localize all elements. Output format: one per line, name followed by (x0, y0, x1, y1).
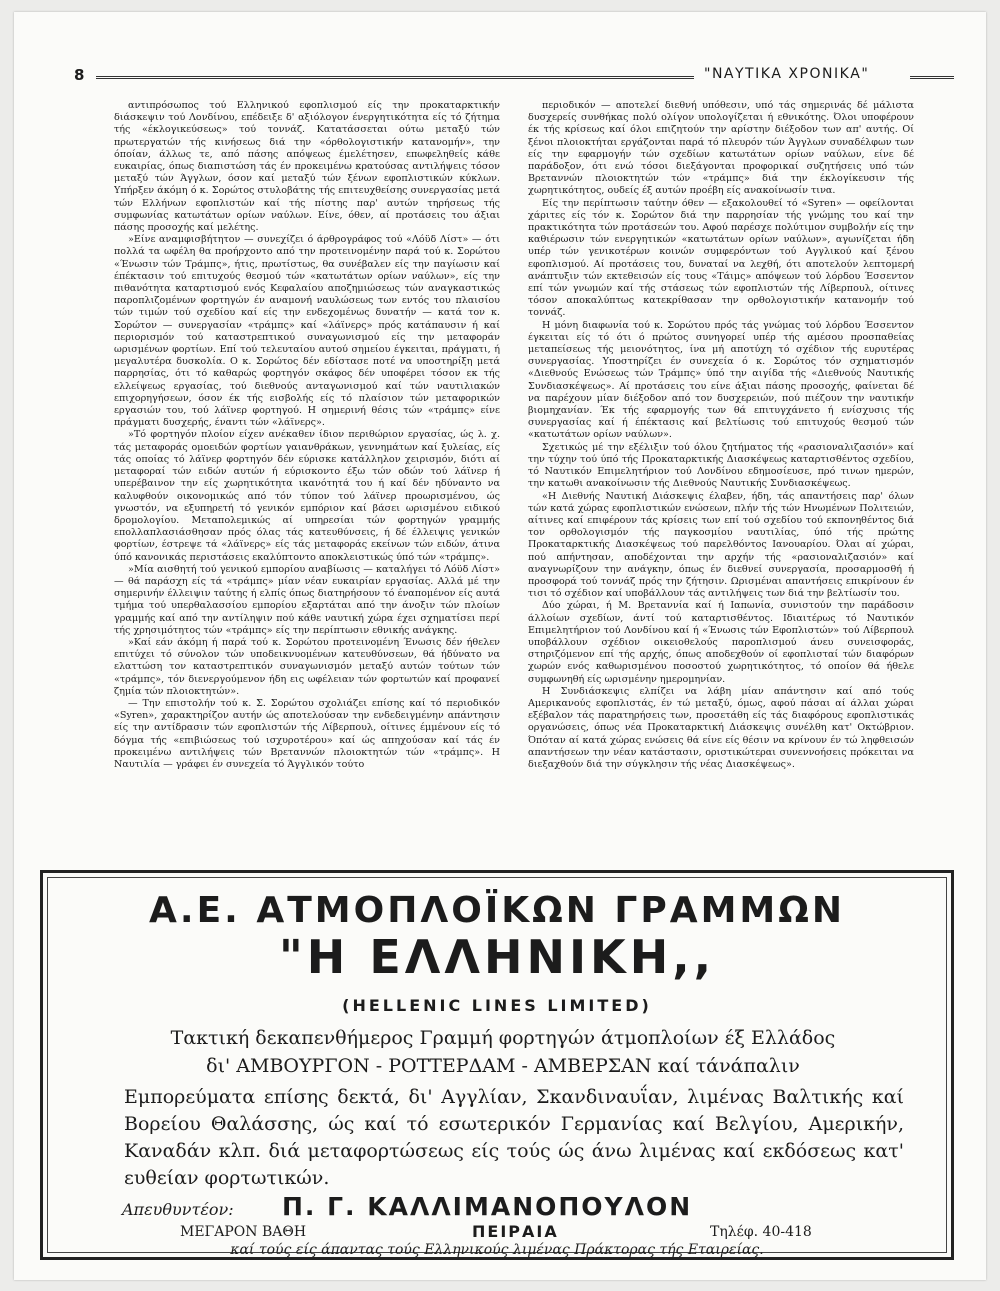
running-title: "ΝΑΥΤΙΚΑ ΧΡΟΝΙΚΑ" (704, 66, 870, 82)
ad-address (180, 1224, 900, 1244)
article-columns (114, 100, 914, 870)
article-paragraph: «Η Διεθνής Ναυτική Διάσκεψις έλαβεν, ήδη, τάς απαντήσεις παρ' όλων τών κατά χώρας εφοπλιστικών ενώσεων, πλήν τής τών Ηνωμένων Πολιτειών, αίτινες καί επιφέρουν τάς κρίσεις των επί τού σχεδίου τού εκπονηθέντος διά τον ορθολογισμόν τής παγκοσμίου ναυτιλίας, ύπό τής πρώτης Προκαταρκτικής Διασκέψεως τού παρελθόντος Ιανουαρίου. Όλαι αί χώραι, πού απήντησαν, αποδέχονται την αρχήν τής «ρασιοναλιζασιόν» καί αναγνωρίζουν την ανάγκην, όπως έν διεθνεί συνεργασία, προσαρμοσθή ή προσφορά τού τοννάζ πρός την ζήτησιν. Ωρισμέναι απαντήσεις επικρίνουν έν τισι τό σχέδιον καί υποβάλλουν τάς αντιλήψεις των διά την βελτίωσίν του. (528, 490, 914, 600)
header-rule-right (910, 76, 954, 79)
address-phone: Τηλέφ. 40-418 (710, 1224, 812, 1240)
ad-footer-text: καί τούς είς άπαντας τούς Ελληνικούς λιμένας Πράκτορας τής Εταιρείας. (230, 1242, 764, 1258)
contact-label: Απευθυντέον: (122, 1200, 234, 1219)
ad-contact (122, 1194, 922, 1224)
article-paragraph: Η μόνη διαφωνία τού κ. Σορώτου πρός τάς γνώμας τού λόρδου Έσσεντον έγκειται είς τό ότι ό πρώτος συνηγορεί υπέρ τής αμέσου προσπαθείας μεταπείσεως τής μειονότητος, ίνα μή αποτύχη τό σχέδιον τής ευρυτέρας συνεργασίας. Υποστηρίζει έν συνεχεία ό κ. Σορώτος τόν σχηματισμόν «Διεθνούς Ενώσεως τών Τράμπς» ύπό την αιγίδα τής «Διεθνούς Ναυτικής Συνδιασκέψεως». Αί προτάσεις του είνε άξιαι πάσης προσοχής, φαίνεται δέ να παρέχουν μίαν διέξοδον από τον δυσχερειών, πού πιέζουν την ναυτικήν βιομηχανίαν. Έκ τής εφαρμογής των θά επιτυγχάνετο ή ενίσχυσις τής συνεργασίας καί ή έπέκτασις καί βελτίωσις τού επιτυχούς θεσμού τών «κατωτάτων ορίων ναύλων». (528, 319, 914, 441)
article-column-right (528, 100, 914, 870)
ad-service-line: Τακτική δεκαπενθήμερος Γραμμή φορτηγών άτμοπλοίων έξ Ελλάδος (170, 1027, 836, 1049)
article-paragraph: »Είνε αναμφισβήτητον — συνεχίζει ό άρθρογράφος τού «Λόϋδ Λίστ» — ότι πολλά τα ωφέλη θα προήρχοντο από την προτεινομένην παρά τού κ. Σορώτου «Ένωσιν τών Τράμπς», ήτις, πρωτίστως, θα συνέβαλεν είς την παγίωσιν καί έπέκτασιν τού επιτυχούς θεσμού τών «κατωτάτων ορίων ναύλων», είς την πιθανότητα καταρτισμού ενός Κεφαλαίου αποζημιώσεως τών αναγκαστικώς παροπλιζομένων φορτηγών έν αναμονή ναυλώσεως των εντός του πλαισίου τών τιμών τού σχεδίου καί είς την ενδεχομένως δυνατήν — κατά τον κ. Σορώτον — συνεργασίαν «τράμπς» καί «λάϊνερς» πρός κατάπαυσιν ή καί περιορισμόν τού καταστρεπτικού συναγωνισμού είς την μεταφοράν ωρισμένων φορτίων. Επί τού τελευταίου αυτού σημείου έγκειται, πράγματι, ή μεγαλυτέρα δυσκολία. Ο κ. Σορώτος δέν εδίστασε ποτέ να υποστηρίξη μετά παρρησίας, ότι τό καθαρώς φορτηγόν σκάφος δέν υποφέρει τόσον εκ τής ελλείψεως εργασίας, τού διεθνούς ανταγωνισμού καί τών ναυτιλιακών επιχορηγήσεων, όσον έκ τής εισβολής είς τό πλαίσιον τών μεταφορικών εργασιών του, τού λάϊνερ φορτηγού. Η σημερινή θέσις τών «τράμπς» είνε πράγματι δυσχερής, έναντι τών «λάϊνερς». (114, 234, 500, 429)
contact-name: Π. Γ. ΚΑΛΛΙΜΑΝΟΠΟΥΛΟΝ (282, 1192, 693, 1221)
article-paragraph: »Τό φορτηγόν πλοίον είχεν ανέκαθεν ίδιον περιθώριον εργασίας, ώς λ. χ. τάς μεταφοράς ομοειδών φορτίων γαιανθράκων, γεννημάτων καί ξυλείας, είς τάς οποίας τό λάϊνερ φορτηγόν δέν εύρισκε κατάλληλον χειρισμόν, διότι αί μεταφοραί τών ειδών αυτών ή εύρισκοντο έξω τών οδών τού λάϊνερ ή υπερέβαινον την είς χωρητικότητα ικανότητά του ή καί δέν ηδύναντο να καλυφθούν οικονομικώς από τόν τύπον τού λάϊνερ προωρισμένου, ώς γνωστόν, να εξυπηρετή τό γενικόν εμπόριον καί βάσει ωρισμένου ειδικού δρομολογίου. Μεταπολεμικώς αί υπηρεσίαι τών φορτηγών γραμμής επολλαπλασιάσθησαν πρός όλας τάς κατευθύνσεις, ή δέ έλλειψις γενικών φορτίων, έστρεψε τά «λάϊνερς» είς τάς μεταφοράς εκείνων τών ειδών, άτινα ύπό κανονικάς περιστάσεις εκαλύπτοντο αποκλειστικώς ύπό τών «τράμπς». (114, 429, 500, 563)
shipping-line-advertisement (40, 870, 954, 1260)
article-paragraph: αντιπρόσωπος τού Ελληνικού εφοπλισμού είς την προκαταρκτικήν διάσκεψιν τού Λονδίνου, επέδειξε δ' αξιόλογον ένεργητικότητα είς τό ζήτημα τής «έκλογικεύσεως» τού τοννάζ. Κατατάσσεται ούτω μεταξύ τών πρωτεργατών τής κινήσεως διά την «όρθολογιστικήν κατανομήν», την όποίαν, άλλως τε, από πάσης απόψεως έμελέτησεν, επωφεληθείς κάθε ευκαιρίας, όπως διαπιστώση τάς έν προκειμένω κρατούσας αντιλήψεις τόσον μεταξύ τών Άγγλων, όσον καί μεταξύ τών ξένων εφοπλιστικών κύκλων. Υπήρξεν άκόμη ό κ. Σορώτος στυλοβάτης τής επιτευχθείσης συνεργασίας μετά τών Ελλήνων εφοπλιστών καί τής πίστης παρ' αυτών τηρήσεως τής συμφωνίας κατωτάτων ορίων ναύλων. Είνε, όθεν, αί προτάσεις του άξιαι πάσης προσοχής καί μελέτης. (114, 100, 500, 234)
article-paragraph: Δύο χώραι, ή Μ. Βρεταννία καί ή Ιαπωνία, συνιστούν την παράδοσιν άλλοίων σχεδίων, άντί τού καταρτισθέντος. Ιδιαιτέρως τό Ναυτικόν Επιμελητήριον τού Λονδίνου καί ή «Ένωσις τών Εφοπλιστών» τού Λίβερπουλ υποβάλλουν σχέδιον οικειοθελούς παροπλισμού άνευ συνεισφοράς, στηριζόμενον επί τής αρχής, όπως αποδεχθούν οί εφοπλισταί τών διαφόρων χωρών ενός καθωρισμένου ποσοστού χωρητικότητος, τό οποίον θά ήθελε συμφωνηθή είς ωρισμένην ημερομηνίαν. (528, 600, 914, 685)
article-paragraph: Είς την περίπτωσιν ταύτην όθεν — εξακολουθεί τό «Syren» — οφείλονται χάριτες είς τόν κ. Σορώτον διά την παρρησίαν τής γνώμης του καί την πρακτικότητα τών προτάσεών του. Αφού παρέσχε πολύτιμον συμβολήν είς την καθιέρωσιν τών ενεργητικών «κατωτάτων ορίων ναύλων», αγωνίζεται ήδη υπέρ τών γενικοτέρων κοινών συμφερόντων τού Αγγλικού καί ξένου εφοπλισμού. Αί προτάσεις του, δυναταί να λεχθή, ότι αποτελούν λεπτομερή ανάπτυξιν τών εκτεθεισών είς τους «Τάιμς» απόψεων τού λόρδου Έσσεντον επί τών γνωμών καί τής στάσεως τών εφοπλιστών τής Λίβερπουλ, οίτινες τόσον αποκαλύπτως κατεκρίθασαν την ορθολογιστικήν κατανομήν τού τοννάζ. (528, 197, 914, 319)
article-column-left (114, 100, 500, 870)
ad-company-title: Α.Ε. ΑΤΜΟΠΛΟΪΚΩΝ ΓΡΑΜΜΩΝ (149, 890, 845, 931)
article-paragraph: »Καί εάν άκόμη ή παρά τού κ. Σορώτου προτεινομένη Ένωσις δέν ήθελεν επιτύχει τό σύνολον τών υποδεικνυομένων κατευθύνσεων, θά ήδύνατο να ελαττώση τον καταστρεπτικόν συναγωνισμόν μεταξύ αυτών τούτων τών «τράμπς», τόν διενεργούμενον ήδη εις ωφέλειαν τών φορτωτών καί προφανεί ζημία τών πλοιοκτητών». (114, 636, 500, 697)
article-paragraph: — Την επιστολήν τού κ. Σ. Σορώτου σχολιάζει επίσης καί τό περιοδικόν «Syren», χαρακτηρίζον αυτήν ώς αποτελούσαν την ενδεδειγμένην απάντησιν είς την αντίδρασιν τών εφοπλιστών τής Λίβερπουλ, οίτινες έμμένουν είς τό δόγμα τής «επιβιώσεως τού ισχυροτέρου» καί ώς απηχούσαν καί τάς έν προκειμένω αντιλήψεις τών Βρεταννών πλοιοκτητών τών «τράμπς». Η Ναυτιλία — γράφει έν συνεχεία τό Άγγλικόν τούτο (114, 697, 500, 770)
page-number: 8 (74, 66, 85, 84)
article-paragraph: Σχετικώς μέ την εξέλιξιν τού όλου ζητήματος τής «ρασιοναλιζασιόν» καί την τύχην τού ύπό τής Προκαταρκτικής Διασκέψεως καταρτισθέντος σχεδίου, τό Ναυτικόν Επιμελητήριον τού Λονδίνου εδημοσίευσε, πρό τινων ημερών, την κατωθι ανακοίνωσιν τής Διεθνούς Ναυτικής Συνδιασκέψεως. (528, 441, 914, 490)
ad-english-name: (HELLENIC LINES LIMITED) (342, 996, 652, 1015)
ad-inner-border (47, 877, 947, 1258)
ad-company-name: "Η ΕΛΛΗΝΙΚΗ,, (278, 930, 716, 984)
article-paragraph: περιοδικόν — αποτελεί διεθνή υπόθεσιν, υπό τάς σημερινάς δέ μάλιστα δυσχερείς συνθήκας πολύ ολίγον υπολογίζεται ή εθνικότης. Όλοι υποφέρουν έκ τής κρίσεως καί όλοι επιζητούν την αρίστην διέξοδον των απ' αυτής. Οί ξένοι πλοιοκτήται εργάζονται παρά τό πλευρόν τών Άγγλων συναδέλφων των είς την εφαρμογήν τών σχεδίων κατωτάτων ορίων ναύλων, είνε δέ παράδοξον, ότι ενώ τόσοι διεξάγονται προφορικαί συζητήσεις υπό τών Βρεταννών πλοιοκτητών τών «τράμπς» διά την έκλογίκευσιν τής χωρητικότητος, ουδείς έξ αυτών προέβη είς ανακοίνωσίν τινα. (528, 100, 914, 197)
address-city: ΠΕΙΡΑΙΑ (472, 1222, 559, 1241)
page-header (74, 64, 954, 90)
header-rule-left (96, 76, 694, 79)
article-paragraph: Η Συνδιάσκεψις ελπίζει να λάβη μίαν απάντησιν καί από τούς Αμερικανούς εφοπλιστάς, έν τώ μεταξύ, όμως, αφού πάσαι αί άλλαι χώραι εξέβαλον τάς παρατηρήσεις των, προσετάθη είς τάς διαφόρους εφοπλιστικάς οργανώσεις, όπως νέα Προκαταρκτική Διάσκεψις συνέλθη κατ' Οκτώβριον. Όπόταν αί κατά χώρας ενώσεις θά είνε είς θέσιν να κρίνουν έν τώ ληφθεισών απαντήσεων την νέαν κατάστασιν, οριστικώτεραι συνεννοήσεις πρόκειται να διεξαχθούν διά την σύγκλησιν τής νέας Διασκέψεως». (528, 685, 914, 770)
ad-route-line: δι' ΑΜΒΟΥΡΓΟΝ - ΡΟΤΤΕΡΔΑΜ - ΑΜΒΕΡΣΑΝ καί τάνάπαλιν (206, 1055, 800, 1077)
ad-body-text: Εμπορεύματα επίσης δεκτά, δι' Αγγλίαν, Σκανδιναυΐαν, λιμένας Βαλτικής καί Βορείου Θαλάσσης, ώς καί τό εσωτερικόν Γερμανίας καί Βελγίου, Αμερικήν, Καναδάν κλπ. διά μεταφορτώσεως είς τούς ώς άνω λιμένας καί εκδόσεως κατ' ευθείαν φορτωτικών. (124, 1086, 904, 1189)
article-paragraph: »Μία αισθητή τού γενικού εμπορίου αναβίωσις — καταλήγει τό Λόϋδ Λίστ» — θά παράσχη είς τά «τράμπς» μίαν νέαν ευκαιρίαν εργασίας. Αλλά μέ την σημερινήν έλλειψιν ταύτης ή ελπίς όπως διατηρήσουν τό έναπομένον είς αυτά τμήμα τού υπερθαλασσίου εμπορίου εξαρτάται από την άνοξιν τών πλοίων γραμμής καί από την αντίληψιν πού κάθε ναυτική χώρα έχει σχηματίσει περί τής χρησιμότητος τών «τράμπς» είς την περίπτωσιν εθνικής ανάγκης. (114, 563, 500, 636)
address-building: ΜΕΓΑΡΟΝ ΒΑΘΗ (180, 1224, 307, 1240)
